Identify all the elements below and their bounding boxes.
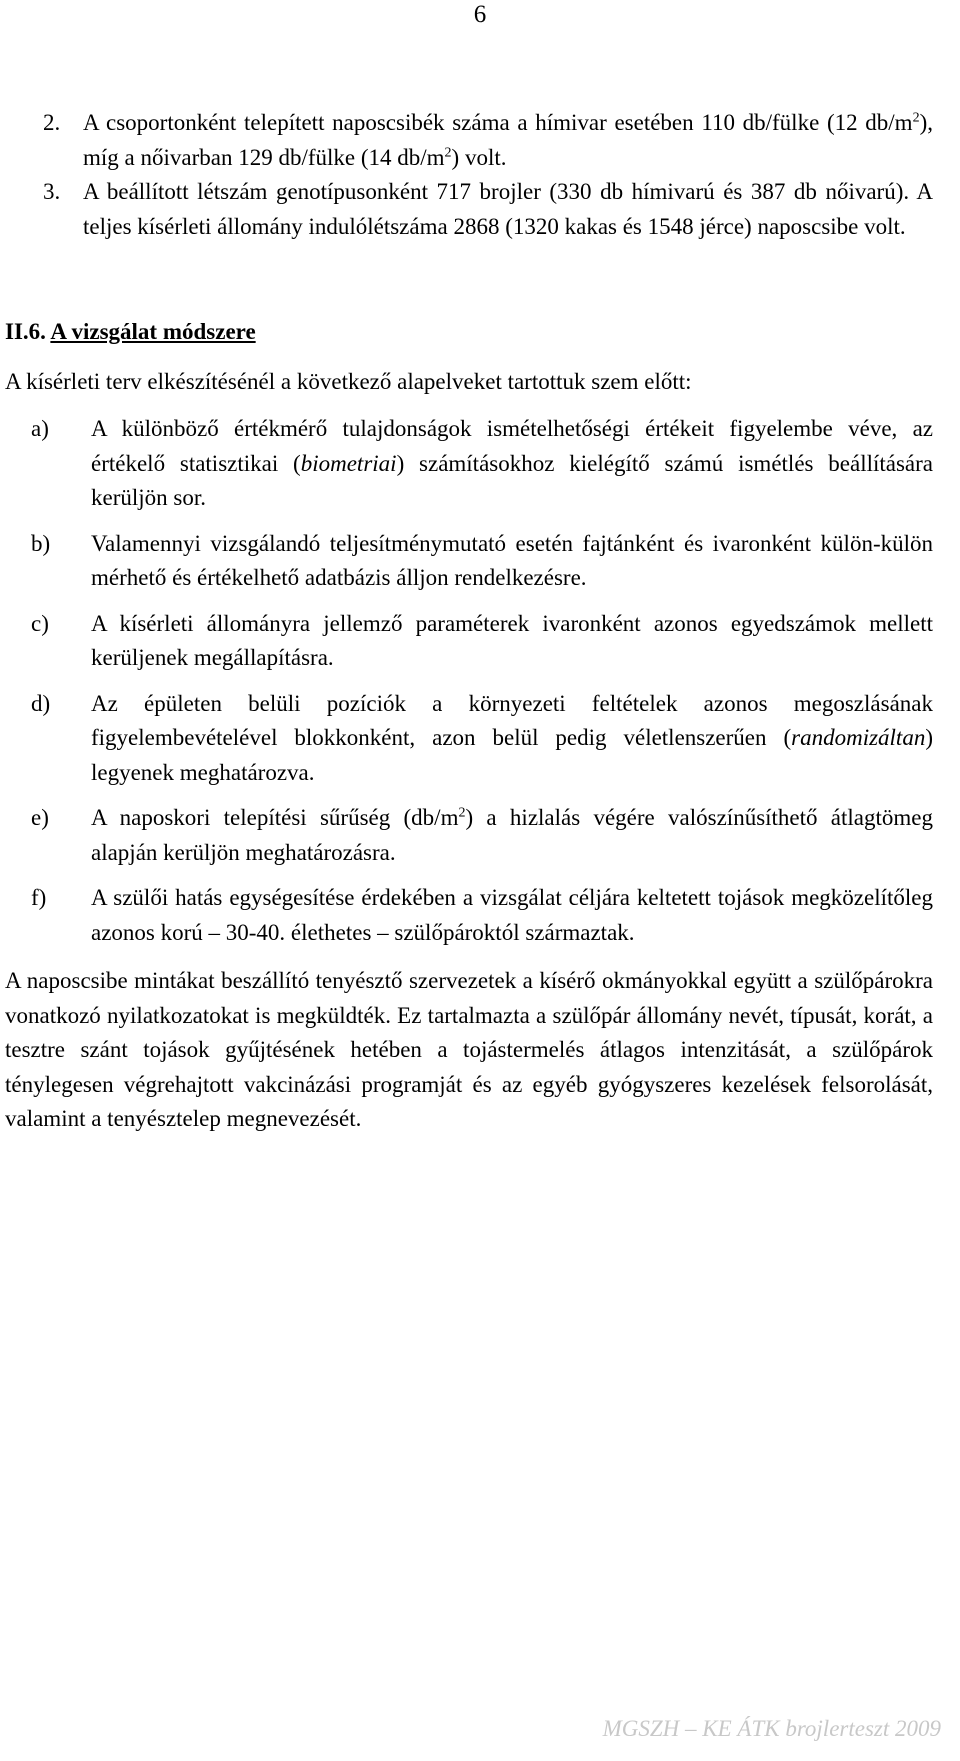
closing-paragraph: A naposcsibe mintákat beszállító tenyésztő szervezetek a kísérő okmányokkal együtt a szülőpárokra vonatkozó nyilatkozatokat is megküldték. Ez tartalmazta a szülőpár állomány nevét, típusát, korát, a tesztre szánt tojások gyűjtésének hetében a tojástermelés átlagos intenzitását, a szülőpárok ténylegesen végrehajtott vakcinázási programját és az egyéb gyógyszeres kezelések felsorolását, valamint a tenyésztelep megnevezését. — [5, 968, 933, 1131]
item-text-part: ) számításokhoz kielégítő számú ismétlés beállítására kerüljön sor. — [91, 450, 933, 510]
item-text — [91, 687, 933, 791]
item-label: b) — [31, 530, 51, 556]
list-item — [5, 527, 933, 596]
item-label: e) — [31, 805, 49, 830]
item-label: f) — [31, 885, 47, 910]
item-text-part: A naposkori telepítési sűrűség (db/m — [91, 805, 459, 830]
list-item — [5, 175, 933, 244]
footer-watermark: MGSZH – KE ÁTK brojlerteszt 2009 — [602, 1716, 941, 1741]
superscript: 2 — [444, 144, 452, 160]
item-text-part: ) volt. — [451, 144, 507, 170]
numbered-list — [5, 106, 933, 244]
item-text: A szülői hatás egységesítése érdekében a vizsgálat céljára keltetett tojások megközelítőleg azonos korú – 30-40. élethetes – szülőpároktól származtak. — [91, 885, 933, 945]
item-text-part: A különböző értékmérő tulajdonságok ismételhetőségi értékeit figyelembe véve, az értékelő statisztikai ( — [91, 416, 933, 476]
page-number: 6 — [473, 1, 487, 28]
item-label: c) — [31, 610, 49, 636]
item-text-part: ) legyenek meghatározva. — [91, 725, 933, 785]
list-item — [5, 412, 933, 516]
document-body — [5, 106, 933, 1137]
item-text: A beállított létszám genotípusonként 717 brojler (330 db hímivarú és 387 db nőivarú). A teljes kísérleti állomány indulólétszáma 2868 (1320 kakas és 1548 jérce) naposcsibe volt. — [83, 179, 933, 239]
section-number: II.6. — [5, 319, 46, 344]
item-text-part: ), míg a nőivarban 129 db/fülke (14 db/m — [83, 110, 933, 170]
item-text: Valamennyi vizsgálandó teljesítménymutató esetén fajtánként és ivaronként külön-külön mérhető és értékelhető adatbázis álljon rendelkezésre. — [91, 530, 933, 590]
item-text-part: ) a hizlalás végére valószínűsíthető átlagtömeg alapján kerüljön meghatározásra. — [91, 805, 933, 865]
item-text-part: A csoportonként telepített naposcsibék száma a hímivar esetében 110 db/fülke (12 db/m — [83, 110, 913, 135]
item-label: a) — [31, 416, 49, 441]
list-item — [5, 687, 933, 791]
superscript: 2 — [458, 805, 466, 821]
principles-list — [5, 412, 933, 950]
section-title: A vizsgálat módszere — [50, 319, 256, 344]
item-text-part: Az épületen belüli pozíciók a környezeti feltételek azonos megoszlásának figyelembevételével blokkonként, azon belül pedig véletlenszerűen ( — [91, 690, 933, 750]
item-number: 3. — [43, 179, 61, 204]
section-heading — [5, 315, 933, 350]
item-label: d) — [31, 690, 51, 716]
list-item — [5, 801, 933, 870]
list-item — [5, 607, 933, 676]
item-text — [91, 412, 933, 516]
intro-paragraph: A kísérleti terv elkészítésénél a következő alapelveket tartottuk szem előtt: — [5, 368, 692, 394]
list-item — [5, 106, 933, 175]
item-text — [91, 801, 933, 870]
list-item — [5, 881, 933, 950]
italic-term: biometriai — [300, 450, 397, 476]
italic-term: randomizáltan — [791, 725, 926, 750]
item-text — [83, 106, 933, 175]
item-number: 2. — [43, 110, 61, 135]
superscript: 2 — [912, 110, 920, 126]
item-text: A kísérleti állományra jellemző paraméterek ivaronként azonos egyedszámok mellett kerüljenek megállapításra. — [91, 610, 933, 670]
